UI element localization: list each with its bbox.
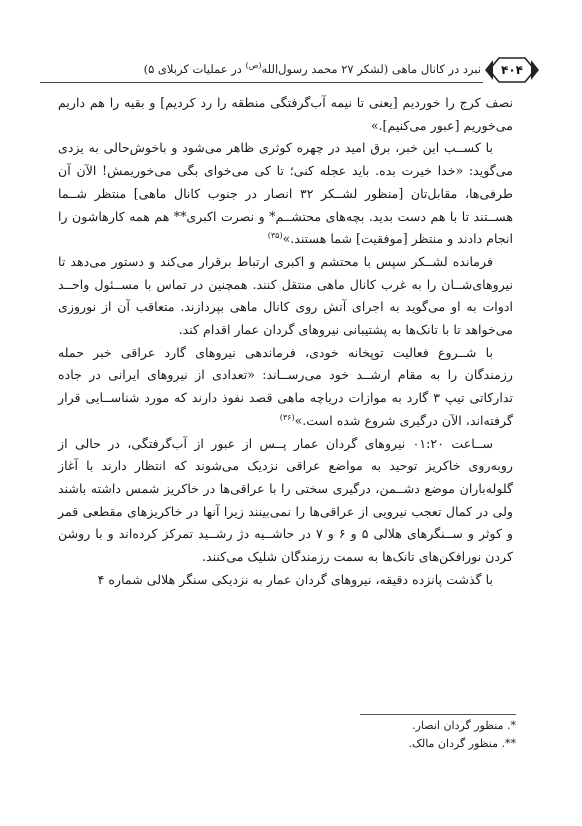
footnote-divider xyxy=(360,714,516,715)
paragraph-4 xyxy=(58,342,513,433)
paragraph-5 xyxy=(58,433,513,569)
page-header xyxy=(40,56,545,86)
footnote-2: **. منظور گردان مالک. xyxy=(408,737,516,750)
paragraph-text: ســاعت ۰۱:۲۰ نیروهای گردان عمار پــس از عبور از آب‌گرفتگی، در حالی از روبه‌روی خاکریز توحید به مواضع عراقی نزدیک می‌شوند که انتظار دارند با آغاز گلوله‌باران موضع دشــمن، درگیری سختی را با عراقی‌ها در خاکریز شمس داشته باشند ولی در کمال تعجب نیرویی از عراقی‌ها را نمی‌بینند زیرا آنها در خاکریزهای مقطعی قمر و کوثر و ســنگرهای هلالی ۵ و ۶ و ۷ در حاشــیه دژ رشــید تمرکز کرده‌اند و با روشن کردن نورافکن‌های تانک‌ها به سمت رزمندگان شلیک می‌کنند. xyxy=(58,435,514,565)
running-title-end: در عملیات کربلای ۵) xyxy=(143,62,246,76)
header-rule xyxy=(40,82,483,83)
paragraph-1 xyxy=(58,92,513,137)
paragraph-2 xyxy=(58,137,513,251)
page-number-ornament xyxy=(485,56,539,84)
paragraph-6 xyxy=(58,569,513,592)
footnote-1: *. منظور گردان انصار. xyxy=(412,719,516,732)
paragraph-text: با کســب این خبر، برق امید در چهره کوثری ظاهر می‌شود و باخوش‌حالی به یزدی می‌گوید: «خدا خیرت بده. باید عجله کنی؛ تا کی می‌خوای بگی می‌خوریمش! الآن آن طرفی‌ها، مقابل‌تان [منظور لشــکر ۳۲ انصار در جنوب کانال ماهی] منتظر شــما هســتند تا با هم دست بدید. بچه‌های محتشــم* و نصرت اکبری** هم همه کارهاشون را انجام دادند و منتظر [موفقیت] شما هستند.» xyxy=(58,140,513,247)
running-title-main: نبرد در کانال ماهی (لشکر ۲۷ محمد رسول‌الله xyxy=(261,62,481,76)
paragraph-text: با گذشت پانزده دقیقه، نیروهای گردان عمار به نزدیکی سنگر هلالی شماره ۴ xyxy=(97,571,493,587)
paragraph-text: نصف کرج را خوردیم [یعنی تا نیمه آب‌گرفتگی منطقه را رد کردیم] و بقیه را هم داریم می‌خوریم [عبور می‌کنیم].» xyxy=(58,95,513,133)
running-title-superscript: (ص) xyxy=(245,61,262,71)
endnote-ref: (۳۶) xyxy=(279,412,295,422)
body-text xyxy=(58,92,513,591)
page-number: ۴۰۴ xyxy=(501,63,523,77)
paragraph-3 xyxy=(58,251,513,342)
paragraph-text: با شــروع فعالیت توپخانه خودی، فرماندهی نیروهای گارد عراقی خبر حمله رزمندگان را به مقام ارشــد خود می‌رســاند: «تعدادی از نیروهای ایرانی در جاده تدارکاتی تیپ ۳ گارد به موازات دریاچه ماهی قصد نفوذ دارند که مورد شناســایی قرار گرفته‌اند، الآن درگیری شروع شده است.» xyxy=(58,344,513,428)
paragraph-text: فرمانده لشــکر سپس با محتشم و اکبری ارتباط برقرار می‌کند و دستور می‌دهد تا نیروهای‌شــان را به غرب کانال ماهی منتقل کنند. همچنین در تماس با مســئول واحــد ادوات به او می‌گوید به اجرای آتش روی کانال ماهی بپردازند. متعاقب آن از نوروزی می‌خواهد تا با تانک‌ها به پشتیبانی نیروهای گردان عمار اقدام کند. xyxy=(58,253,513,338)
endnote-ref: (۳۵) xyxy=(267,231,283,241)
running-title xyxy=(144,62,481,76)
footnotes xyxy=(216,717,516,753)
